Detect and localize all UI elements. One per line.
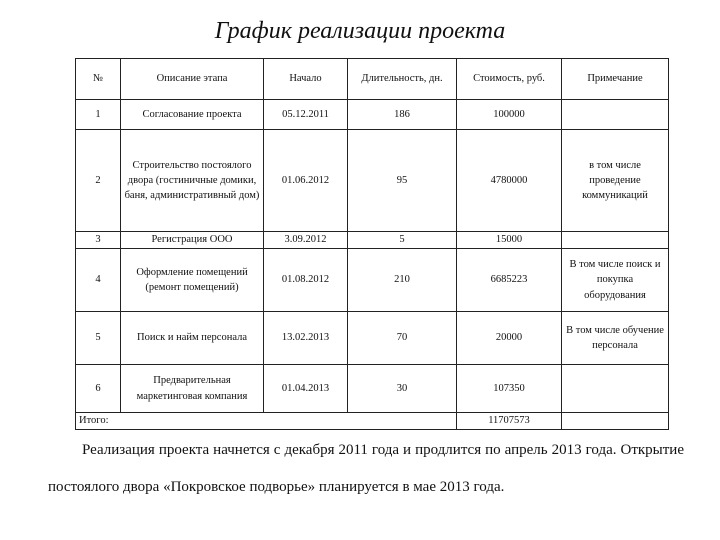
row-number: 1 bbox=[76, 100, 121, 130]
row-start: 05.12.2011 bbox=[264, 100, 348, 130]
row-duration: 210 bbox=[348, 249, 457, 312]
table-row bbox=[76, 100, 669, 130]
page-title: График реализации проекта bbox=[214, 18, 506, 44]
total-value: 11707573 bbox=[457, 413, 562, 430]
row-cost: 15000 bbox=[457, 232, 562, 249]
row-note bbox=[562, 365, 669, 413]
header-start: Начало bbox=[264, 59, 348, 100]
table-header-row bbox=[76, 59, 669, 100]
summary-text: Реализация проекта начнется с декабря 2011 года и продлится по апрель 2013 года. Открытие постоялого двора «Покровское подворье» планируется в мае 2013 года. bbox=[48, 442, 684, 495]
row-duration: 5 bbox=[348, 232, 457, 249]
row-description: Предварительная маркетинговая компания bbox=[121, 365, 264, 413]
row-start: 3.09.2012 bbox=[264, 232, 348, 249]
row-start: 01.06.2012 bbox=[264, 130, 348, 232]
row-duration: 186 bbox=[348, 100, 457, 130]
row-number: 4 bbox=[76, 249, 121, 312]
row-cost: 20000 bbox=[457, 312, 562, 365]
row-description: Поиск и найм персонала bbox=[121, 312, 264, 365]
row-cost: 4780000 bbox=[457, 130, 562, 232]
row-note: В том числе обучение персонала bbox=[562, 312, 669, 365]
summary-paragraph bbox=[48, 432, 684, 506]
row-number: 3 bbox=[76, 232, 121, 249]
header-note: Примечание bbox=[562, 59, 669, 100]
row-cost: 6685223 bbox=[457, 249, 562, 312]
table-row bbox=[76, 249, 669, 312]
table-row bbox=[76, 365, 669, 413]
project-schedule-table bbox=[75, 58, 669, 430]
total-note bbox=[562, 413, 669, 430]
row-note: В том числе поиск и покупка оборудования bbox=[562, 249, 669, 312]
header-number: № bbox=[76, 59, 121, 100]
row-duration: 70 bbox=[348, 312, 457, 365]
header-cost: Стоимость, руб. bbox=[457, 59, 562, 100]
row-description: Оформление помещений (ремонт помещений) bbox=[121, 249, 264, 312]
row-duration: 95 bbox=[348, 130, 457, 232]
table-total-row bbox=[76, 413, 669, 430]
row-note: в том числе проведение коммуникаций bbox=[562, 130, 669, 232]
row-number: 2 bbox=[76, 130, 121, 232]
total-label: Итого: bbox=[76, 413, 457, 430]
row-start: 01.08.2012 bbox=[264, 249, 348, 312]
header-duration: Длительность, дн. bbox=[348, 59, 457, 100]
row-cost: 100000 bbox=[457, 100, 562, 130]
row-note bbox=[562, 232, 669, 249]
row-description: Регистрация ООО bbox=[121, 232, 264, 249]
table-row bbox=[76, 130, 669, 232]
row-cost: 107350 bbox=[457, 365, 562, 413]
header-stage-description: Описание этапа bbox=[121, 59, 264, 100]
row-description: Согласование проекта bbox=[121, 100, 264, 130]
table-row bbox=[76, 232, 669, 249]
row-duration: 30 bbox=[348, 365, 457, 413]
table-row bbox=[76, 312, 669, 365]
row-description: Строительство постоялого двора (гостиничные домики, баня, административный дом) bbox=[121, 130, 264, 232]
row-note bbox=[562, 100, 669, 130]
row-number: 6 bbox=[76, 365, 121, 413]
row-start: 13.02.2013 bbox=[264, 312, 348, 365]
row-number: 5 bbox=[76, 312, 121, 365]
row-start: 01.04.2013 bbox=[264, 365, 348, 413]
